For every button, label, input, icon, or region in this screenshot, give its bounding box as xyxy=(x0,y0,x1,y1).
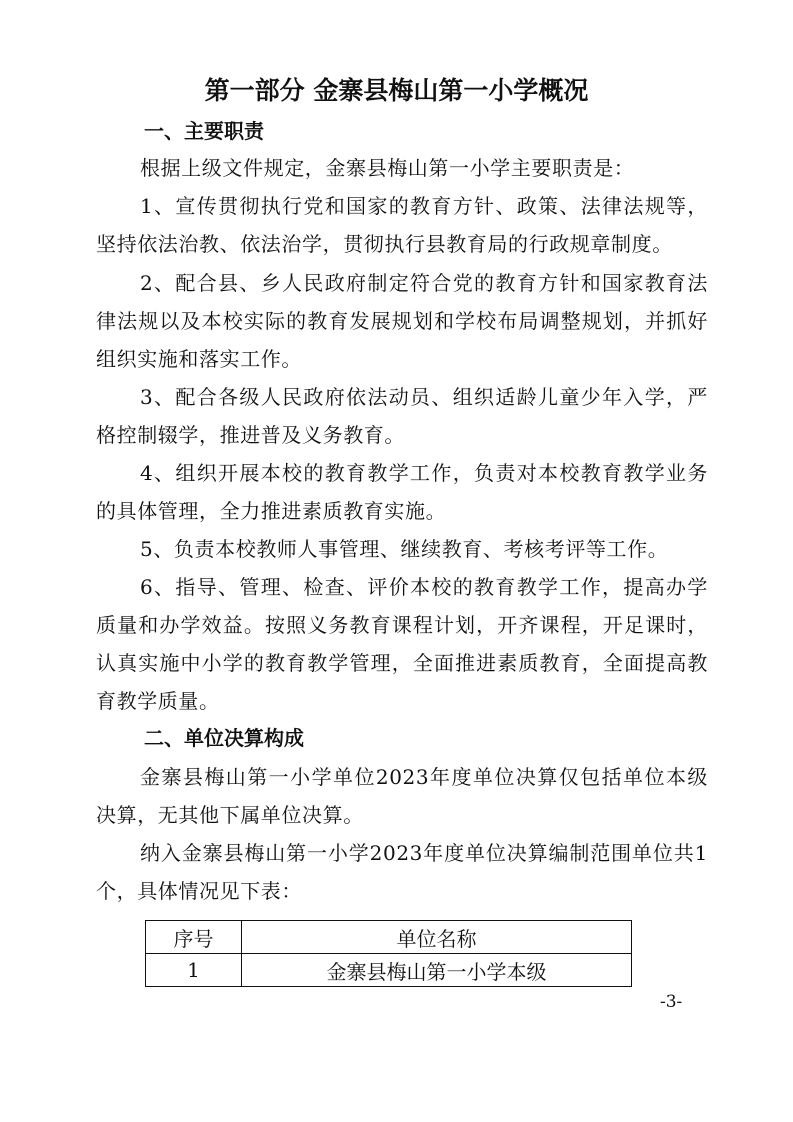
duty-item-3: 3、配合各级人民政府依法动员、组织适龄儿童少年入学，严格控制辍学，推进普及义务教育。 xyxy=(96,385,708,447)
table-header-row xyxy=(146,921,632,954)
section-heading-composition: 二、单位决算构成 xyxy=(144,726,304,750)
page-title: 第一部分 金寨县梅山第一小学概况 xyxy=(204,76,589,105)
table-row xyxy=(146,954,632,987)
table-cell-index: 1 xyxy=(146,954,242,987)
composition-para-2: 纳入金寨县梅山第一小学2023年度单位决算编制范围单位共1个，具体情况见下表： xyxy=(96,841,708,903)
duty-item-2: 2、配合县、乡人民政府制定符合党的教育方针和国家教育法律法规以及本校实际的教育发展规划和学校布局调整规划，并抓好组织实施和落实工作。 xyxy=(96,271,708,371)
table-header-index: 序号 xyxy=(146,921,242,954)
table-cell-unit-name: 金寨县梅山第一小学本级 xyxy=(242,954,632,987)
duty-item-1: 1、宣传贯彻执行党和国家的教育方针、政策、法律法规等，坚持依法治教、依法治学，贯彻执行县教育局的行政规章制度。 xyxy=(96,194,708,256)
duty-item-4: 4、组织开展本校的教育教学工作，负责对本校教育教学业务的具体管理，全力推进素质教育实施。 xyxy=(96,461,708,523)
duty-item-5: 5、负责本校教师人事管理、继续教育、考核考评等工作。 xyxy=(140,537,669,561)
page-number: -3- xyxy=(660,992,683,1012)
unit-table xyxy=(145,920,632,987)
composition-para-1: 金寨县梅山第一小学单位2023年度单位决算仅包括单位本级决算，无其他下属单位决算。 xyxy=(96,765,708,827)
table-header-unit-name: 单位名称 xyxy=(242,921,632,954)
duties-intro: 根据上级文件规定，金寨县梅山第一小学主要职责是： xyxy=(140,156,635,180)
section-heading-duties: 一、主要职责 xyxy=(144,119,264,143)
duty-item-6: 6、指导、管理、检查、评价本校的教育教学工作，提高办学质量和办学效益。按照义务教育课程计划，开齐课程，开足课时，认真实施中小学的教育教学管理，全面推进素质教育，全面提高教育教学质量。 xyxy=(96,575,708,713)
